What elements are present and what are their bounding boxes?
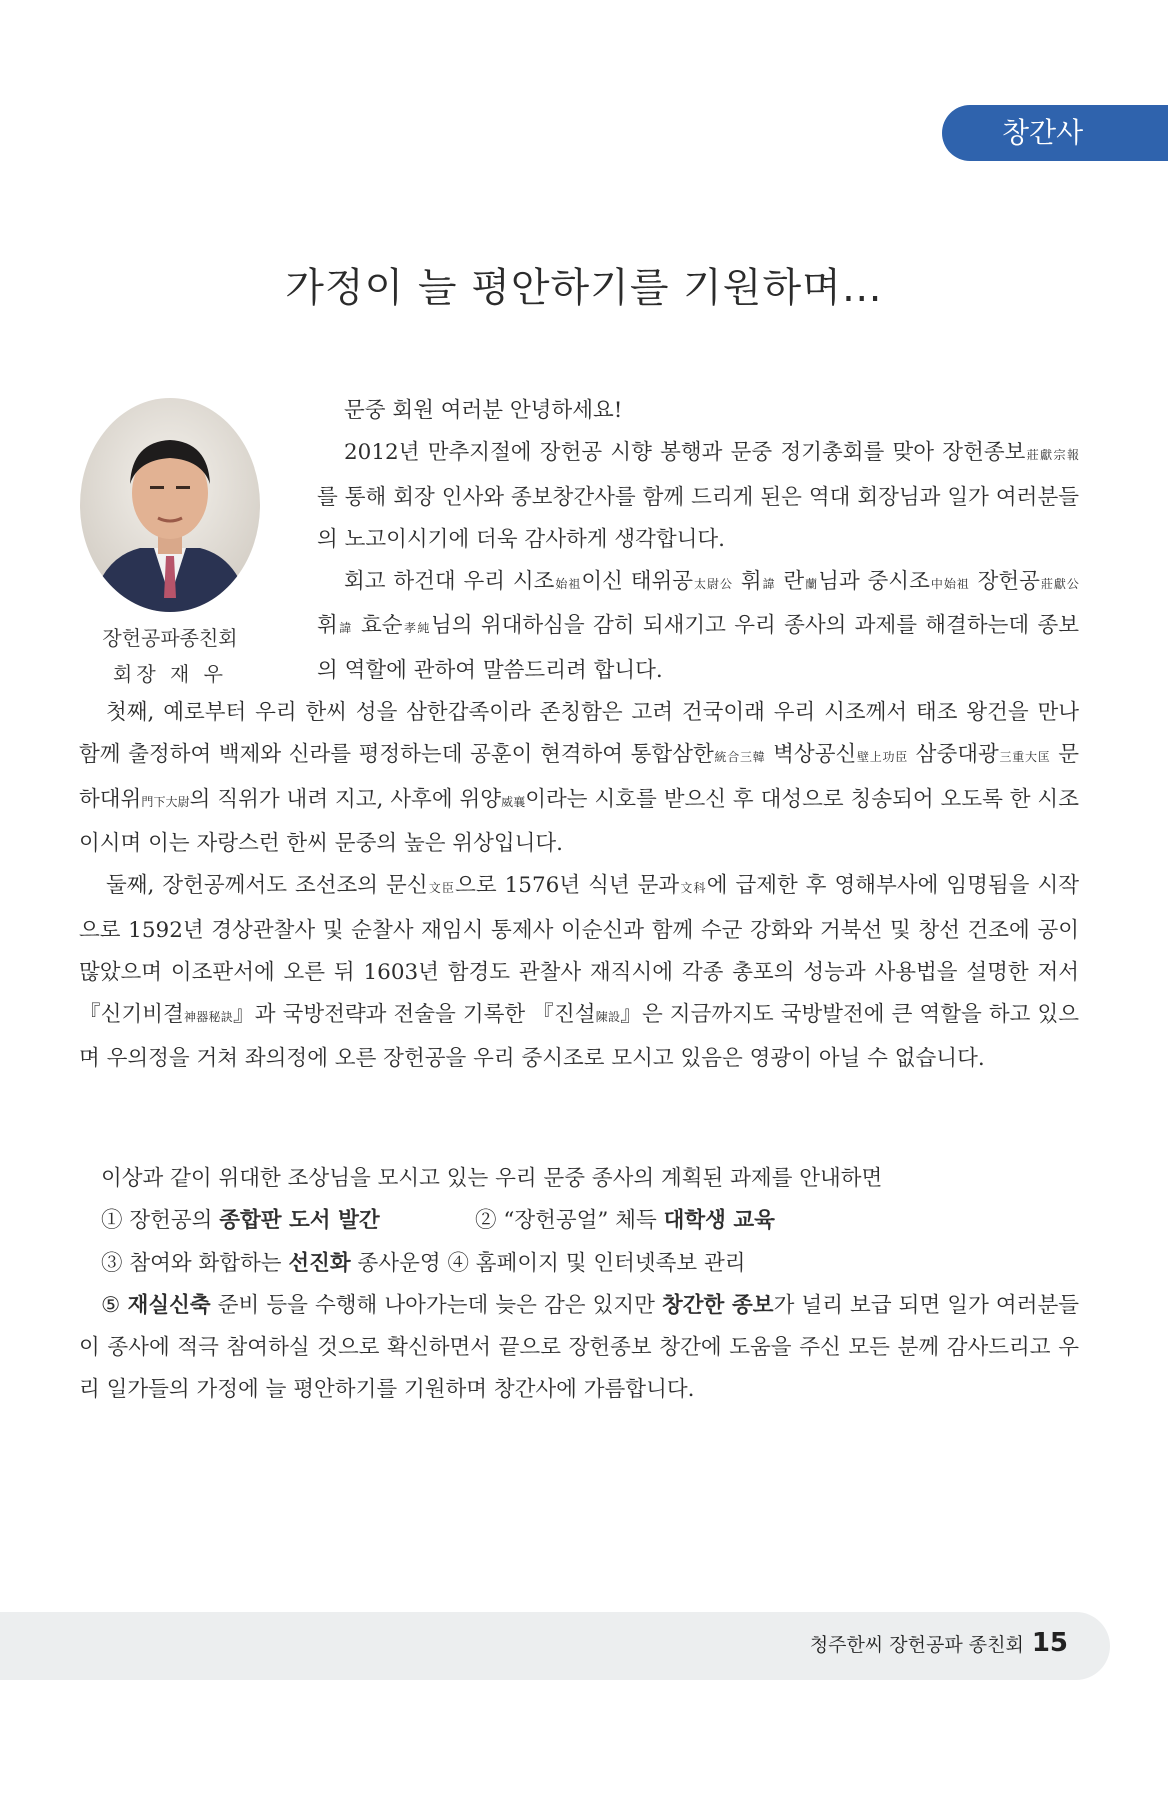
- task-2: ② “장헌공얼” 체득 대학생 교육: [475, 1208, 775, 1234]
- page-number: 15: [1031, 1628, 1068, 1658]
- task-1: ① 장헌공의 종합판 도서 발간: [101, 1208, 380, 1234]
- author-name: 회장 재 우: [113, 662, 227, 686]
- author-org: 장헌공파종친회: [102, 626, 238, 650]
- task-5-paragraph: ⑤ 재실신축 준비 등을 수행해 나아가는데 늦은 감은 있지만 창간한 종보가 널리 보급 되면 일가 여러분들이 종사에 적극 참여하실 것으로 확신하면서 끝으로 장헌종보 창간에 도움을 주신 모든 분께 감사드리고 우리 일가들의 가정에 늘 평안하기를 기원하며 창간사에 가름합니다.: [79, 1292, 1079, 1403]
- task-4: ④ 홈페이지 및 인터넷족보 관리: [447, 1250, 746, 1276]
- task-3: ③ 참여와 화합하는 선진화 종사운영: [101, 1250, 441, 1276]
- paragraph-first: 첫째, 예로부터 우리 한씨 성을 삼한갑족이라 존칭함은 고려 건국이래 우리 시조께서 태조 왕건을 만나 함께 출정하여 백제와 신라를 평정하는데 공훈이 현격하여 통합삼한統合三韓 벽상공신壁上功臣 삼중대광三重大匡 문하대위門下大尉의 직위가 내려 지고, 사후에 위양威襄이라는 시호를 받으신 후 대성으로 칭송되어 오도록 한 시조이시며 이는 자랑스런 한씨 문중의 높은 위상입니다.: [79, 700, 1079, 856]
- tasks-section: [79, 1158, 1079, 1412]
- page-title: 가정이 늘 평안하기를 기원하며…: [285, 265, 883, 311]
- paragraph-ancestors: 회고 하건대 우리 시조始祖이신 태위공太尉公 휘諱 란蘭님과 중시조中始祖 장헌공莊獻公 휘諱 효순孝純님의 위대하심을 감히 되새기고 우리 종사의 과제를 해결하는데 종보의 역할에 관하여 말씀드리려 합니다.: [317, 569, 1079, 683]
- section-tab: 창간사: [942, 105, 1168, 161]
- tasks-row-2: [79, 1243, 1079, 1285]
- body-text: [79, 390, 1079, 1081]
- paragraph-intro: 2012년 만추지절에 장헌공 시향 봉행과 문중 정기총회를 맞아 장헌종보莊獻宗報를 통해 회장 인사와 종보창간사를 함께 드리게 된은 역대 회장님과 일가 여러분들의 노고이시기에 더욱 감사하게 생각합니다.: [317, 440, 1079, 552]
- portrait-spacer: [79, 390, 317, 675]
- paragraph-greeting: 문중 회원 여러분 안녕하세요!: [344, 398, 623, 423]
- paragraph-second: 둘째, 장헌공께서도 조선조의 문신文臣으로 1576년 식년 문과文科에 급제한 후 영해부사에 임명됨을 시작으로 1592년 경상관찰사 및 순찰사 재임시 통제사 이순신과 함께 수군 강화와 거북선 및 창선 건조에 공이 많았으며 이조판서에 오른 뒤 1603년 함경도 관찰사 재직시에 각종 총포의 성능과 사용법을 설명한 저서 『신기비결神器秘訣』과 국방전략과 전술을 기록한 『진설陳設』은 지금까지도 국방발전에 큰 역할을 하고 있으며 우의정을 거쳐 좌의정에 오른 장헌공을 우리 중시조로 모시고 있음은 영광이 아닐 수 없습니다.: [79, 873, 1079, 1072]
- tasks-intro: 이상과 같이 위대한 조상님을 모시고 있는 우리 문중 종사의 계획된 과제를 안내하면: [101, 1166, 883, 1191]
- footer-label: 청주한씨 장헌공파 종친회: [809, 1634, 1024, 1656]
- tasks-row-1: [79, 1200, 1079, 1242]
- footer: [810, 1628, 1068, 1658]
